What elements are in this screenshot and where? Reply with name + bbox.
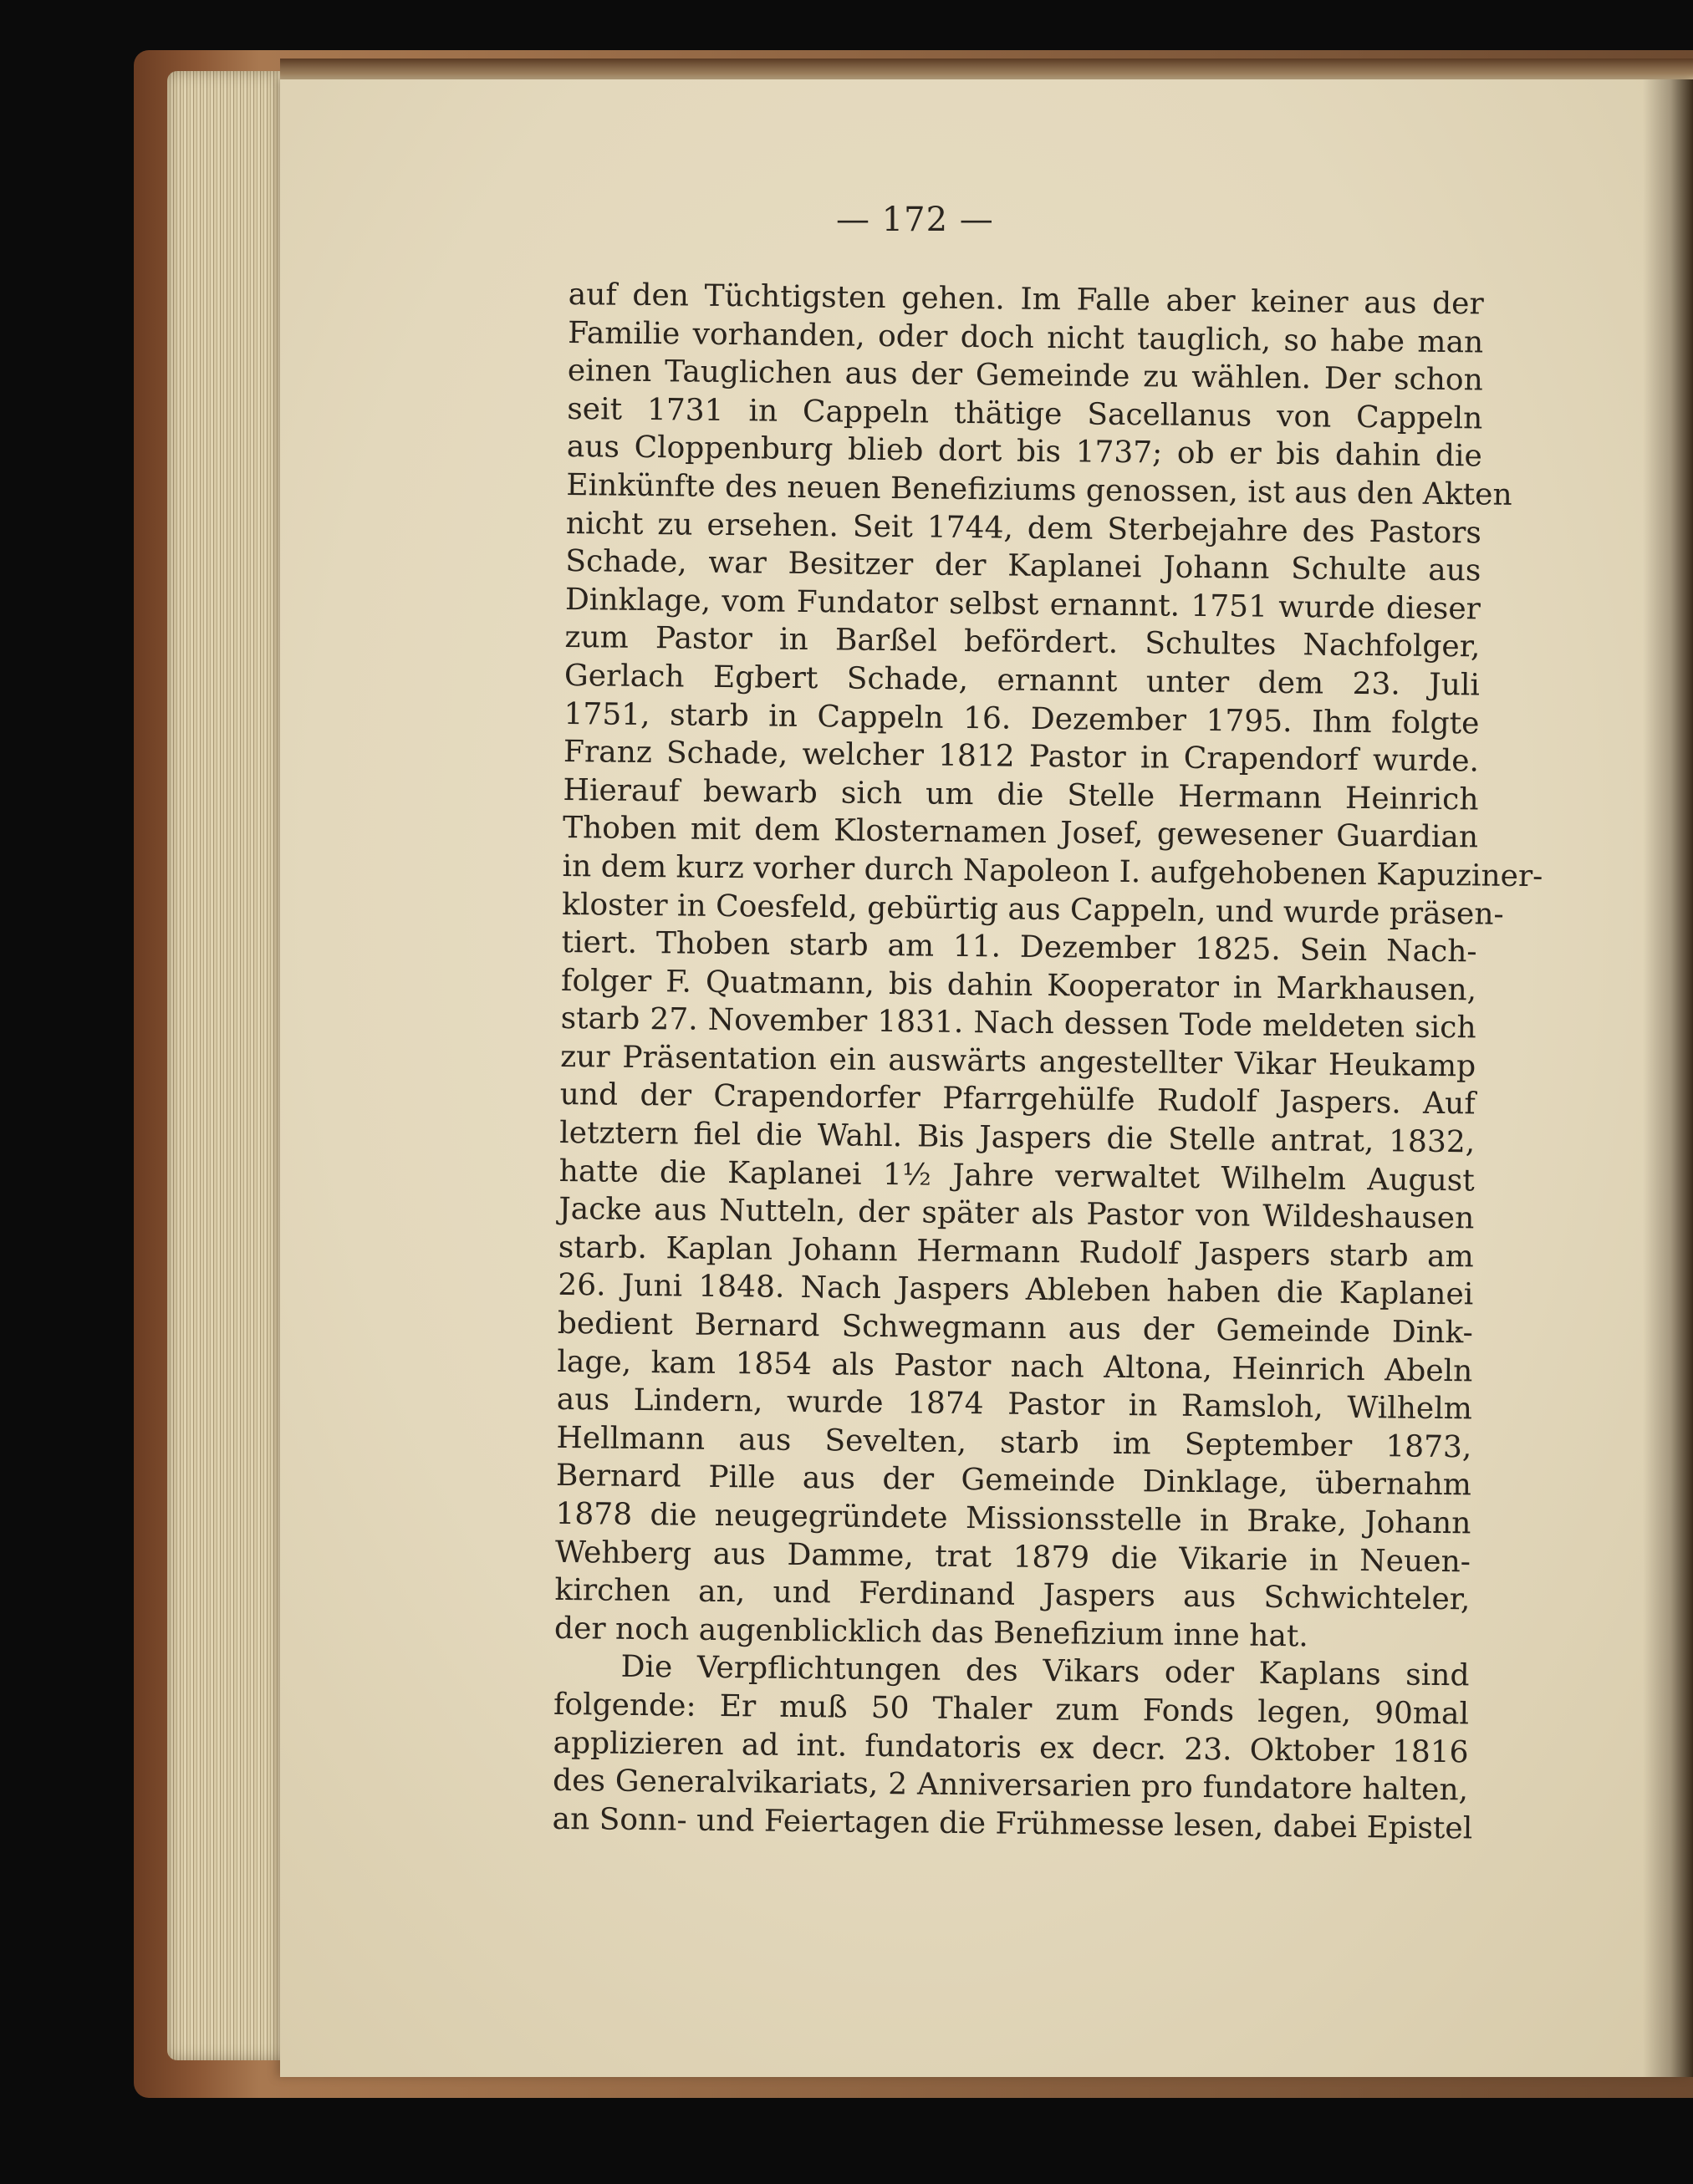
text-line: aus Cloppenburg blieb dort bis 1737; ob er bis dahin die — [566, 430, 1483, 474]
text-line: zur Präsentation ein auswärts angestellter Vikar Heukamp — [560, 1039, 1476, 1084]
text-line: nicht zu ersehen. Seit 1744, dem Sterbejahre des Pastors — [565, 506, 1482, 551]
text-line: Einkünfte des neuen Benefiziums genossen, ist aus den Akten — [566, 467, 1512, 512]
text-line: Hellmann aus Sevelten, starb im September 1873, — [556, 1420, 1472, 1465]
text-line: tiert. Thoben starb am 11. Dezember 1825. Sein Nach- — [561, 925, 1477, 970]
text-line: auf den Tüchtigsten gehen. Im Falle aber keiner aus der — [568, 277, 1484, 322]
text-line: 26. Juni 1848. Nach Jaspers Ableben haben die Kaplanei — [558, 1268, 1474, 1312]
text-line: kirchen an, und Ferdinand Jaspers aus Schwichteler, — [554, 1573, 1471, 1617]
text-line: seit 1731 in Cappeln thätige Sacellanus von Cappeln — [567, 391, 1483, 436]
text-line: 1751, starb in Cappeln 16. Dezember 1795. Ihm folgte — [563, 696, 1480, 741]
text-line: Wehberg aus Damme, trat 1879 die Vikarie in Neuen- — [554, 1535, 1471, 1579]
text-line: Gerlach Egbert Schade, ernannt unter dem 23. Juli — [563, 658, 1481, 703]
text-line: letztern fiel die Wahl. Bis Jaspers die Stelle antrat, 1832, — [559, 1116, 1476, 1160]
text-line: an Sonn- und Feiertagen die Frühmesse lesen, dabei Epistel — [552, 1801, 1473, 1846]
text-line: starb. Kaplan Johann Hermann Rudolf Jaspers starb am — [558, 1229, 1474, 1275]
text-line: Hierauf bewarb sich um die Stelle Hermann Heinrich — [563, 772, 1479, 817]
text-line: der noch augenblicklich das Benefizium inne hat. — [553, 1611, 1309, 1654]
text-line: Bernard Pille aus der Gemeinde Dinklage, übernahm — [555, 1459, 1472, 1503]
text-line: aus Lindern, wurde 1874 Pastor in Ramsloh, Wilhelm — [556, 1382, 1473, 1427]
text-line: Schade, war Besitzer der Kaplanei Johann Schulte aus — [565, 544, 1481, 588]
text-line: einen Tauglichen aus der Gemeinde zu wählen. Der schon — [567, 354, 1483, 398]
page-number: — 172 — — [836, 201, 994, 239]
text-line: Die Verpflichtungen des Vikars oder Kaplans sind — [620, 1650, 1470, 1693]
text-line: kloster in Coesfeld, gebürtig aus Cappeln, und wurde präsen- — [561, 887, 1504, 932]
text-line: zum Pastor in Barßel befördert. Schultes Nachfolger, — [564, 620, 1481, 664]
text-line: Jacke aus Nutteln, der später als Pastor von Wildeshausen — [558, 1192, 1475, 1236]
text-line: folger F. Quatmann, bis dahin Kooperator in Markhausen, — [560, 963, 1477, 1008]
text-line: und der Crapendorfer Pfarrgehülfe Rudolf Jaspers. Auf — [559, 1077, 1476, 1122]
text-line: des Generalvikariats, 2 Anniversarien pro fundatore halten, — [552, 1764, 1469, 1808]
body-text — [552, 276, 1543, 1848]
text-line: lage, kam 1854 als Pastor nach Altona, Heinrich Abeln — [557, 1344, 1473, 1389]
text-line: Familie vorhanden, oder doch nicht tauglich, so habe man — [568, 315, 1484, 360]
text-line: Franz Schade, welcher 1812 Pastor in Crapendorf wurde. — [563, 735, 1480, 779]
spine-gutter-shadow — [1643, 79, 1693, 2077]
text-line: bedient Bernard Schwegmann aus der Gemeinde Dink- — [557, 1306, 1474, 1351]
text-line: folgende: Er muß 50 Thaler zum Fonds legen, 90mal — [553, 1687, 1470, 1732]
text-line: in dem kurz vorher durch Napoleon I. aufgehobenen Kapuziner- — [562, 848, 1543, 894]
text-line: starb 27. November 1831. Nach dessen Tode meldeten sich — [560, 1001, 1476, 1046]
text-line: Dinklage, vom Fundator selbst ernannt. 1751 wurde dieser — [564, 582, 1481, 627]
text-line: applizieren ad int. fundatoris ex decr. 23. Oktober 1816 — [553, 1725, 1469, 1769]
text-line: hatte die Kaplanei 1½ Jahre verwaltet Wilhelm August — [558, 1153, 1475, 1199]
text-line: 1878 die neugegründete Missionsstelle in Brake, Johann — [555, 1496, 1471, 1541]
text-line: Thoben mit dem Klosternamen Josef, gewesener Guardian — [562, 811, 1479, 855]
